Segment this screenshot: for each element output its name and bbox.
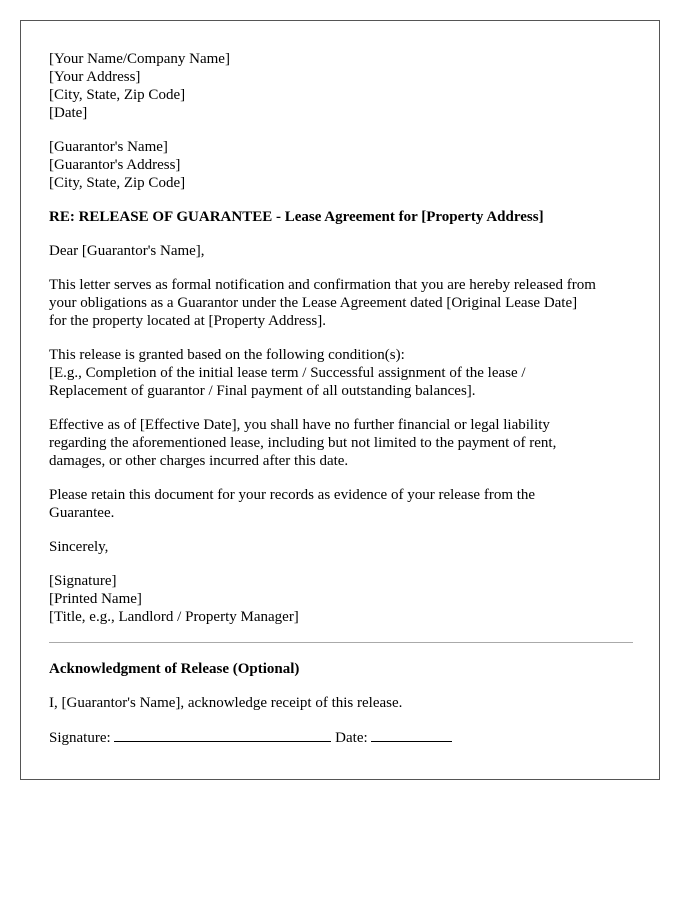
date-label: Date: bbox=[335, 730, 372, 746]
salutation: Dear [Guarantor's Name], bbox=[49, 243, 205, 259]
paragraph-effective-date bbox=[49, 416, 631, 470]
paragraph-line: your obligations as a Guarantor under the Lease Agreement dated [Original Lease Date] bbox=[49, 295, 578, 311]
recipient-block bbox=[49, 138, 631, 192]
sender-block bbox=[49, 50, 631, 122]
date-blank-line[interactable] bbox=[371, 728, 452, 742]
signature-label: Signature: bbox=[49, 730, 115, 746]
sender-name: [Your Name/Company Name] bbox=[49, 51, 230, 67]
paragraph-line: for the property located at [Property Address]. bbox=[49, 313, 326, 329]
sender-address: [Your Address] bbox=[49, 69, 141, 85]
letter-page bbox=[20, 20, 660, 780]
letter-date: [Date] bbox=[49, 105, 88, 121]
printed-name: [Printed Name] bbox=[49, 591, 142, 607]
paragraph-line: This release is granted based on the following condition(s): bbox=[49, 347, 405, 363]
paragraph-line: Effective as of [Effective Date], you shall have no further financial or legal liability bbox=[49, 417, 550, 433]
acknowledgment-statement: I, [Guarantor's Name], acknowledge receipt of this release. bbox=[49, 695, 403, 711]
paragraph-line: regarding the aforementioned lease, including but not limited to the payment of rent, bbox=[49, 435, 557, 451]
subject-line: RE: RELEASE OF GUARANTEE - Lease Agreement for [Property Address] bbox=[49, 209, 544, 225]
closing: Sincerely, bbox=[49, 539, 109, 555]
recipient-address: [Guarantor's Address] bbox=[49, 157, 181, 173]
paragraph-line: Replacement of guarantor / Final payment of all outstanding balances]. bbox=[49, 383, 476, 399]
signer-title: [Title, e.g., Landlord / Property Manager] bbox=[49, 609, 299, 625]
paragraph-line: [E.g., Completion of the initial lease term / Successful assignment of the lease / bbox=[49, 365, 526, 381]
paragraph-conditions bbox=[49, 346, 631, 400]
paragraph-retain-records bbox=[49, 486, 631, 522]
signature-blank-line[interactable] bbox=[114, 728, 331, 742]
acknowledgment-signature-row bbox=[49, 728, 631, 747]
paragraph-line: damages, or other charges incurred after this date. bbox=[49, 453, 349, 469]
recipient-name: [Guarantor's Name] bbox=[49, 139, 168, 155]
section-divider bbox=[49, 642, 633, 643]
recipient-city: [City, State, Zip Code] bbox=[49, 175, 186, 191]
paragraph-release-notice bbox=[49, 276, 631, 330]
sender-city: [City, State, Zip Code] bbox=[49, 87, 186, 103]
signature-block bbox=[49, 572, 631, 626]
paragraph-line: Please retain this document for your records as evidence of your release from the bbox=[49, 487, 536, 503]
paragraph-line: This letter serves as formal notification and confirmation that you are hereby released from bbox=[49, 277, 596, 293]
paragraph-line: Guarantee. bbox=[49, 505, 115, 521]
signature-placeholder: [Signature] bbox=[49, 573, 117, 589]
acknowledgment-heading: Acknowledgment of Release (Optional) bbox=[49, 661, 300, 677]
